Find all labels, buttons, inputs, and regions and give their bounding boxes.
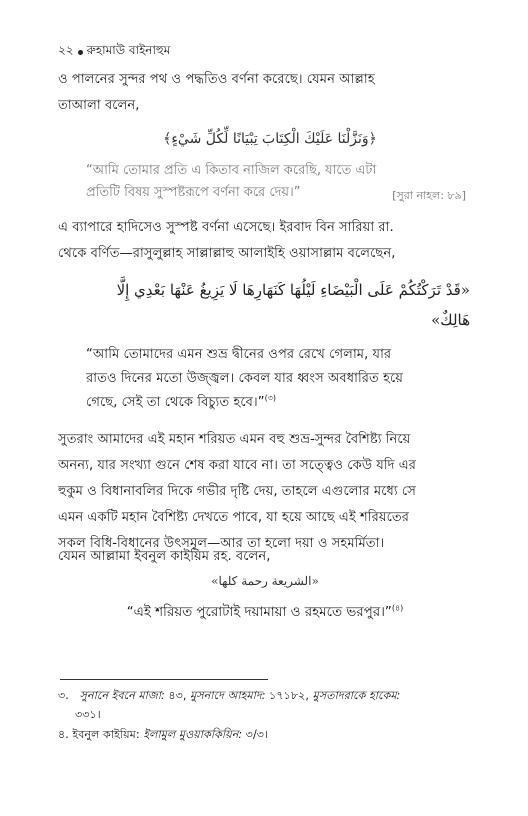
ibn-qayyim-quote-translation — [60, 602, 470, 624]
paragraph-line: এ ব্যাপারে হাদিসেও সুস্পষ্ট বর্ণনা এসেছে। ইরবাদ বিন সারিয়া রা. — [58, 220, 394, 235]
hadith-translation-line: “আমি তোমাদের এমন শুভ্র দ্বীনের ওপর রেখে গেলাম, যার — [86, 347, 392, 362]
paragraph-line: যেমন আল্লামা ইবনুল কাইয়িম রহ. বলেন, — [58, 549, 271, 564]
paragraph-line: সকল বিধি-বিধানের উৎসমূল—আর তা হলো দয়া ও সহমর্মিতা। — [58, 536, 385, 551]
source-number: ১৭১৮২, — [265, 689, 313, 702]
footnote-3 — [58, 686, 472, 705]
hadith-translation-line: রাতও দিনের মতো উজ্জ্বল। কেবল যার ধ্বংস অবধারিত হয়ে — [86, 371, 404, 386]
paragraph-line: থেকে বর্ণিত—রাসুলুল্লাহ সাল্লাল্লাহু আলাইহি ওয়াসাল্লাম বলেছেন, — [58, 246, 396, 261]
hadith-translation-text: গেছে, সেই তা থেকে বিচ্যুত হবে।” — [86, 395, 265, 410]
footnote-3-continued: ৩৩১। — [75, 708, 101, 721]
page-header — [58, 42, 170, 62]
hadith-arabic-line: «قَدْ تَرَكْتُكُمْ عَلَى الْبَيْضَاءِ لَيْلُهَا كَنَهَارِهَا لَا يَزِيغُ عَنْهَا بَعْدِي إِلَّا — [116, 281, 470, 299]
paragraph-line: সুতরাং আমাদের এই মহান শরিয়ত এমন বহু শুভ্র-সুন্দর বৈশিষ্ট্য নিয়ে — [58, 432, 411, 447]
source-title: মুসনাদে আহমাদ: — [190, 689, 266, 702]
source-title: সুনানে ইবনে মাজা: — [79, 689, 165, 702]
paragraph-line: ও পালনের সুন্দর পথ ও পদ্ধতিও বর্ণনা করেছে। যেমন আল্লাহ — [58, 72, 375, 87]
paragraph-line: অনন্য, যার সংখ্যা গুনে শেষ করা যাবে না। তা সত্ত্বেও কেউ যদি এর — [58, 458, 417, 473]
footnote-marker[interactable]: (৪) — [391, 603, 404, 613]
quran-reference: [সুরা নাহল: ৮৯] — [392, 189, 466, 202]
quran-translation-line: “আমি তোমার প্রতি এ কিতাব নাজিল করেছি, যাতে এটা — [86, 163, 377, 178]
source-number: ৩/৩। — [242, 728, 268, 741]
footnote-number: ৪. — [58, 728, 69, 741]
paragraph-line: তাআলা বলেন, — [58, 98, 140, 113]
hadith-arabic-line: هَالِكٌ» — [431, 311, 470, 329]
footnote-marker[interactable]: (৩) — [264, 393, 277, 403]
source-title: মুসতাদরাকে হাকেম: — [312, 689, 401, 702]
quran-translation-line: প্রতিটি বিষয় সুস্পষ্টরূপে বর্ণনা করে দেয়।” — [86, 185, 301, 200]
page-number: ২২ — [58, 43, 74, 57]
source-title: ইলামুল মুওয়াককিয়িন: — [143, 728, 243, 741]
footnote-number: ৩. — [58, 689, 69, 702]
quran-verse-arabic: ﴿وَنَزَّلْنَا عَلَيْكَ الْكِتَابَ تِبْيَانًا لِّكُلِّ شَيْءٍ﴾ — [163, 131, 377, 147]
footnote-divider — [60, 679, 268, 680]
bullet-dot-icon — [78, 50, 83, 55]
paragraph-line: হুকুম ও বিধানাবলির দিকে গভীর দৃষ্টি দেয়, তাহলে এগুলোর মধ্যে সে — [58, 484, 416, 499]
author-name: ইবনুল কাইয়িম: — [72, 728, 144, 741]
footnote-4 — [58, 725, 472, 744]
ibn-qayyim-quote-arabic: «الشريعة رحمة كلها» — [211, 574, 319, 588]
quote-translation-text: “এই শরিয়ত পুরোটাই দয়ামায়া ও রহমতে ভরপুর।” — [126, 605, 392, 620]
hadith-translation-line — [86, 391, 466, 415]
book-title: রুহামাউ বাইনাহুম — [86, 43, 171, 57]
paragraph-line: এমন একটি মহান বৈশিষ্ট্য দেখতে পাবে, যা হয়ে আছে এই শরিয়তের — [58, 510, 410, 525]
source-number: ৪৩, — [164, 689, 191, 702]
